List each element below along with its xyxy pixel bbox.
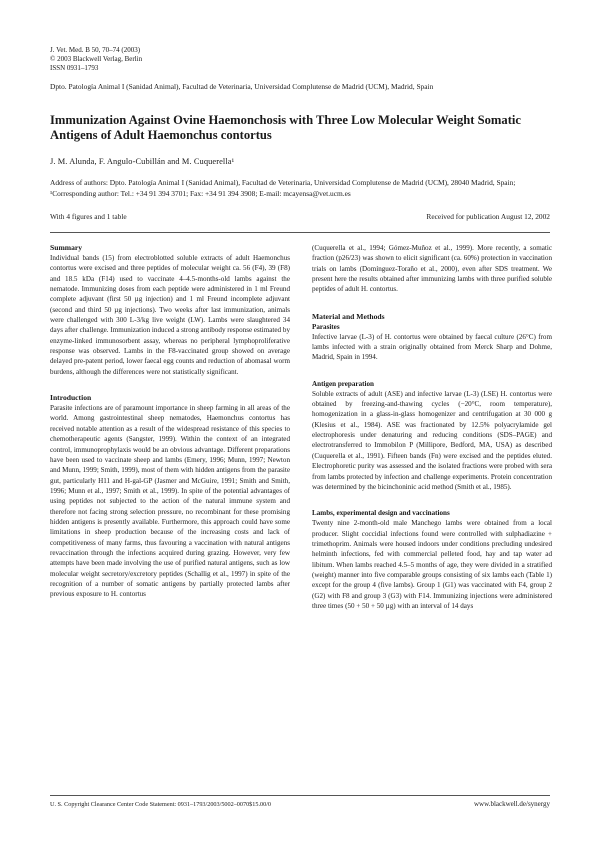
received-date: Received for publication August 12, 2002 [426,212,550,221]
paper-page [50,0,550,842]
paper-title: Immunization Against Ovine Haemonchosis with Three Low Molecular Weight Somatic Antigens of Adult Haemonchus contortus [50,113,521,142]
copyright-statement: U. S. Copyright Clearance Center Code Statement: 0931–1793/2003/5002–0070$15.00/0 [50,801,272,808]
header-divider [50,232,550,233]
journal-citation: J. Vet. Med. B 50, 70–74 (2003) [50,46,141,54]
author-list: J. M. Alunda, F. Angulo-Cubillán and M. Cuquerella¹ [50,157,235,166]
figure-table-info [50,212,550,222]
summary-heading: Summary [50,243,83,252]
parasites-text: Infective larvae (L-3) of H. contortus were obtained by faecal culture (26°C) from lambs infected with a strain originally obtained from Merck Sharp and Dohme, Madrid, Spain in 1994. [312,332,552,362]
lambs-design-text: Twenty nine 2-month-old male Manchego lambs were obtained from a local producer. Slight coccidial infections found were controlled with sulphadiazine + trimethoprim. Animals were housed indoors under conditions precluding undesired helminth infections, fed with commercial pelleted food, hay and tap water ad libitum. When lambs reached 4.5–5 months of age, they were divided in a stratified (weight) manner into five comparable groups consisting of six lambs each (Table 1) except for the group 4 (five lambs). Group 1 (G1) was vaccinated with F4, group 2 (G2) with F8 and group 3 (G3) with F14. Immunizing injections were administered three times (50 + 50 + 50 µg) with an interval of 14 days [312,519,552,610]
author-address: Address of authors: Dpto. Patología Animal I (Sanidad Animal), Facultad de Veterinaria, Universidad Complutense de Madrid (UCM), 28040 Madrid, Spain; ¹Corresponding author: Tel.: +34 91 394 3701; Fax: +34 91 394 3908; E-mail: mcayensa@vet.ucm.es [50,178,516,198]
left-column [50,243,290,600]
lambs-design-heading: Lambs, experimental design and vaccinations [312,509,450,518]
right-column [312,243,552,611]
footer-divider [50,795,550,796]
publisher-url: www.blackwell.de/synergy [473,800,550,808]
summary-text: Individual bands (15) from electroblotted soluble extracts of adult Haemonchus contortus were excised and three peptides of molecular weight ca. 56 (F4), 39 (F8) and 18.5 kDa (F14) used to vaccinate 4–4.5-months-old lambs against the nematode. Immunizing doses from each peptide were administered in 1 ml Freund complete adjuvant (first 50 µg injection) and 1 ml Freund incomplete adjuvant (second and third 50 µg injections). Two weeks after last immunization, animals were challenged with 300 L-3/kg live weight (LW). Lambs were slaughtered 34 days after challenge. Immunization induced a strong antibody response estimated by enzyme-linked immunosorbent assay, whereas no peripheral lymphoproliferative response was observed. Lambs in the F8-vaccinated group showed on average delayed pre-patent period, lower faecal egg counts and reduction of abomasal worm burdens, although the differences were not statistically significant. [50,254,290,376]
figures-count: With 4 figures and 1 table [50,212,127,221]
journal-info [50,46,142,73]
introduction-heading: Introduction [50,393,92,403]
introduction-continued-text: (Cuquerella et al., 1994; Gómez-Muñoz et al., 1999). More recently, a somatic fraction (p26/23) was shown to elicit significant (ca. 60%) protection in vaccination trials on lambs (Domínguez-Toraño et al., 2000), even after SDS treatment. We present here the results obtained after immunizing lambs with three purified soluble peptides of adult H. contortus. [312,244,552,294]
department-affiliation: Dpto. Patología Animal I (Sanidad Animal), Facultad de Veterinaria, Universidad Complutense de Madrid (UCM), Madrid, Spain [50,82,434,91]
antigen-preparation-heading: Antigen preparation [312,379,374,388]
parasites-heading: Parasites [312,322,340,331]
journal-issn: ISSN 0931–1793 [50,64,99,72]
introduction-text: Parasite infections are of paramount importance in sheep farming in all areas of the world. Among gastrointestinal sheep nematodes, Haemonchus contortus has received notable attention as a result of the widespread resistance of this species to chemotherapeutic agents (Sangster, 1999). Within the context of an integrated control, immunoprophylaxis would be an obvious advantage. Different preparations have been used to vaccinate sheep and lambs (Emery, 1996; Munn, 1997; Newton and Munn, 1999; Smith, 1999), most of them with hidden antigens from the parasite gut, particularly H11 and H-gal-GP (Jasmer and McGuire, 1991; Smith and Smith, 1996; Munn et al., 1997; Smith et al., 1999). In spite of the potential advantages of using peptides not subjected to the action of the natural immune system and therefore not facing strong selection pressure, no recombinant for these promising hidden antigens is presently available. Furthermore, this approach could have some limitations in sheep production because of the increasing costs and lack of competitiveness of many farms, thus favouring a vaccination with natural antigens revaccination through the infections acquired during grazing. However, very few attempts have been made involving the use of purified natural antigens, such as low molecular weight secretory/excretory peptides (Schallig et al., 1997) in spite of the recognition of a number of somatic antigens by partially protected lambs after previous exposure to H. contortus [50,404,290,599]
antigen-preparation-text: Soluble extracts of adult (ASE) and infective larvae (L-3) (LSE) H. contortus were obtained by freezing-and-thawing cycles (−20°C, room temperature), homogenization in a glass-in-glass homogenizer and centrifugation at 30 000 g (Klesius et al., 1984). ASE was fractionated by 12.5% polyacrylamide gel electrophoresis under denaturing and reducing conditions (SDS–PAGE) and electrotransferred to Immobilon P (Millipore, Bedford, MA, USA) as described (Cuquerella et al., 1991). Fifteen bands (Fn) were excised and the peptides eluted. Electrophoretic purity was assessed and the isolated fractions were probed with sera from lambs protected by infection and challenge experiments. Protein concentration was determined by the bicinchoninic acid method (Smith et al., 1985). [312,389,552,491]
journal-copyright: © 2003 Blackwell Verlag, Berlin [50,55,143,63]
methods-heading: Material and Methods [312,311,385,321]
